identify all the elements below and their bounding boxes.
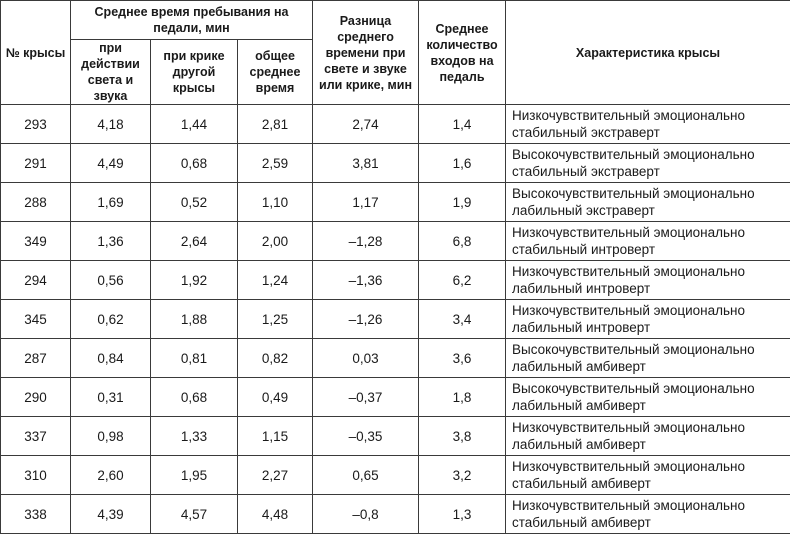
- cry-cell: 1,88: [151, 300, 238, 339]
- characteristic-line-2: стабильный интроверт: [512, 241, 788, 258]
- difference-cell: –0,8: [313, 495, 419, 534]
- characteristic-line-1: Высокочувствительный эмоционально: [512, 380, 788, 397]
- total-avg-cell: 2,59: [238, 144, 313, 183]
- table-row: [1, 495, 790, 534]
- cry-cell: 0,81: [151, 339, 238, 378]
- characteristic-cell: [506, 339, 790, 378]
- characteristic-line-1: Высокочувствительный эмоционально: [512, 185, 788, 202]
- entries-cell: 1,9: [419, 183, 506, 222]
- light-sound-cell: 4,49: [71, 144, 151, 183]
- cry-cell: 0,68: [151, 378, 238, 417]
- characteristic-line-1: Низкочувствительный эмоционально: [512, 224, 788, 241]
- entries-cell: 1,3: [419, 495, 506, 534]
- table-row: [1, 261, 790, 300]
- characteristic-line-1: Низкочувствительный эмоционально: [512, 302, 788, 319]
- entries-cell: 1,4: [419, 105, 506, 144]
- difference-cell: –1,36: [313, 261, 419, 300]
- light-sound-cell: 4,39: [71, 495, 151, 534]
- header-light-sound: при действии света и звука: [71, 40, 151, 105]
- rat-id-cell: 291: [1, 144, 71, 183]
- entries-cell: 3,2: [419, 456, 506, 495]
- rat-id-cell: 345: [1, 300, 71, 339]
- total-avg-cell: 2,81: [238, 105, 313, 144]
- table-row: [1, 105, 790, 144]
- header-characteristic: Характеристика крысы: [506, 1, 790, 105]
- rat-id-cell: 287: [1, 339, 71, 378]
- characteristic-line-1: Низкочувствительный эмоционально: [512, 107, 788, 124]
- light-sound-cell: 0,56: [71, 261, 151, 300]
- characteristic-line-1: Низкочувствительный эмоционально: [512, 497, 788, 514]
- entries-cell: 1,6: [419, 144, 506, 183]
- light-sound-cell: 0,31: [71, 378, 151, 417]
- difference-cell: –0,37: [313, 378, 419, 417]
- cry-cell: 4,57: [151, 495, 238, 534]
- total-avg-cell: 1,15: [238, 417, 313, 456]
- header-avg-time-group: Среднее время пребывания на педали, мин: [71, 1, 313, 40]
- difference-cell: 0,65: [313, 456, 419, 495]
- difference-cell: –0,35: [313, 417, 419, 456]
- rat-id-cell: 294: [1, 261, 71, 300]
- characteristic-cell: [506, 222, 790, 261]
- characteristic-line-2: лабильный интроверт: [512, 280, 788, 297]
- light-sound-cell: 0,98: [71, 417, 151, 456]
- rat-id-cell: 310: [1, 456, 71, 495]
- header-other-rat-cry: при крике другой крысы: [151, 40, 238, 105]
- characteristic-line-2: стабильный экстраверт: [512, 124, 788, 141]
- cry-cell: 0,68: [151, 144, 238, 183]
- total-avg-cell: 1,25: [238, 300, 313, 339]
- rat-id-cell: 349: [1, 222, 71, 261]
- entries-cell: 3,8: [419, 417, 506, 456]
- cry-cell: 0,52: [151, 183, 238, 222]
- entries-cell: 6,8: [419, 222, 506, 261]
- rat-id-cell: 288: [1, 183, 71, 222]
- light-sound-cell: 1,36: [71, 222, 151, 261]
- characteristic-line-1: Высокочувствительный эмоционально: [512, 341, 788, 358]
- light-sound-cell: 2,60: [71, 456, 151, 495]
- header-difference: Разница среднего времени при свете и звуке или крике, мин: [313, 1, 419, 105]
- header-total-avg: общее среднее время: [238, 40, 313, 105]
- characteristic-line-2: стабильный амбиверт: [512, 475, 788, 492]
- characteristic-line-2: лабильный амбиверт: [512, 358, 788, 375]
- characteristic-cell: [506, 378, 790, 417]
- difference-cell: 0,03: [313, 339, 419, 378]
- rat-id-cell: 293: [1, 105, 71, 144]
- difference-cell: 1,17: [313, 183, 419, 222]
- characteristic-line-1: Низкочувствительный эмоционально: [512, 458, 788, 475]
- cry-cell: 1,33: [151, 417, 238, 456]
- table-row: [1, 144, 790, 183]
- entries-cell: 1,8: [419, 378, 506, 417]
- characteristic-cell: [506, 495, 790, 534]
- light-sound-cell: 0,62: [71, 300, 151, 339]
- characteristic-cell: [506, 300, 790, 339]
- total-avg-cell: 2,00: [238, 222, 313, 261]
- characteristic-cell: [506, 417, 790, 456]
- table-row: [1, 339, 790, 378]
- table-row: [1, 378, 790, 417]
- cry-cell: 1,44: [151, 105, 238, 144]
- table-row: [1, 222, 790, 261]
- cry-cell: 1,92: [151, 261, 238, 300]
- characteristic-line-2: стабильный экстраверт: [512, 163, 788, 180]
- characteristic-cell: [506, 183, 790, 222]
- characteristic-line-1: Высокочувствительный эмоционально: [512, 146, 788, 163]
- rat-id-cell: 290: [1, 378, 71, 417]
- total-avg-cell: 4,48: [238, 495, 313, 534]
- light-sound-cell: 0,84: [71, 339, 151, 378]
- characteristic-line-1: Низкочувствительный эмоционально: [512, 419, 788, 436]
- characteristic-cell: [506, 144, 790, 183]
- characteristic-cell: [506, 105, 790, 144]
- characteristic-line-1: Низкочувствительный эмоционально: [512, 263, 788, 280]
- table-row: [1, 456, 790, 495]
- difference-cell: 3,81: [313, 144, 419, 183]
- characteristic-line-2: лабильный интроверт: [512, 319, 788, 336]
- characteristic-line-2: стабильный амбиверт: [512, 514, 788, 531]
- entries-cell: 6,2: [419, 261, 506, 300]
- rat-id-cell: 337: [1, 417, 71, 456]
- difference-cell: 2,74: [313, 105, 419, 144]
- cry-cell: 1,95: [151, 456, 238, 495]
- light-sound-cell: 4,18: [71, 105, 151, 144]
- total-avg-cell: 2,27: [238, 456, 313, 495]
- cry-cell: 2,64: [151, 222, 238, 261]
- table-row: [1, 183, 790, 222]
- difference-cell: –1,28: [313, 222, 419, 261]
- total-avg-cell: 0,82: [238, 339, 313, 378]
- characteristic-cell: [506, 261, 790, 300]
- characteristic-cell: [506, 456, 790, 495]
- total-avg-cell: 1,24: [238, 261, 313, 300]
- table-row: [1, 300, 790, 339]
- difference-cell: –1,26: [313, 300, 419, 339]
- light-sound-cell: 1,69: [71, 183, 151, 222]
- entries-cell: 3,6: [419, 339, 506, 378]
- table-row: [1, 417, 790, 456]
- header-avg-entries: Среднее количество входов на педаль: [419, 1, 506, 105]
- total-avg-cell: 1,10: [238, 183, 313, 222]
- entries-cell: 3,4: [419, 300, 506, 339]
- header-rat-number: № крысы: [1, 1, 71, 105]
- rat-id-cell: 338: [1, 495, 71, 534]
- characteristic-line-2: лабильный экстраверт: [512, 202, 788, 219]
- total-avg-cell: 0,49: [238, 378, 313, 417]
- characteristic-line-2: лабильный амбиверт: [512, 397, 788, 414]
- characteristic-line-2: лабильный амбиверт: [512, 436, 788, 453]
